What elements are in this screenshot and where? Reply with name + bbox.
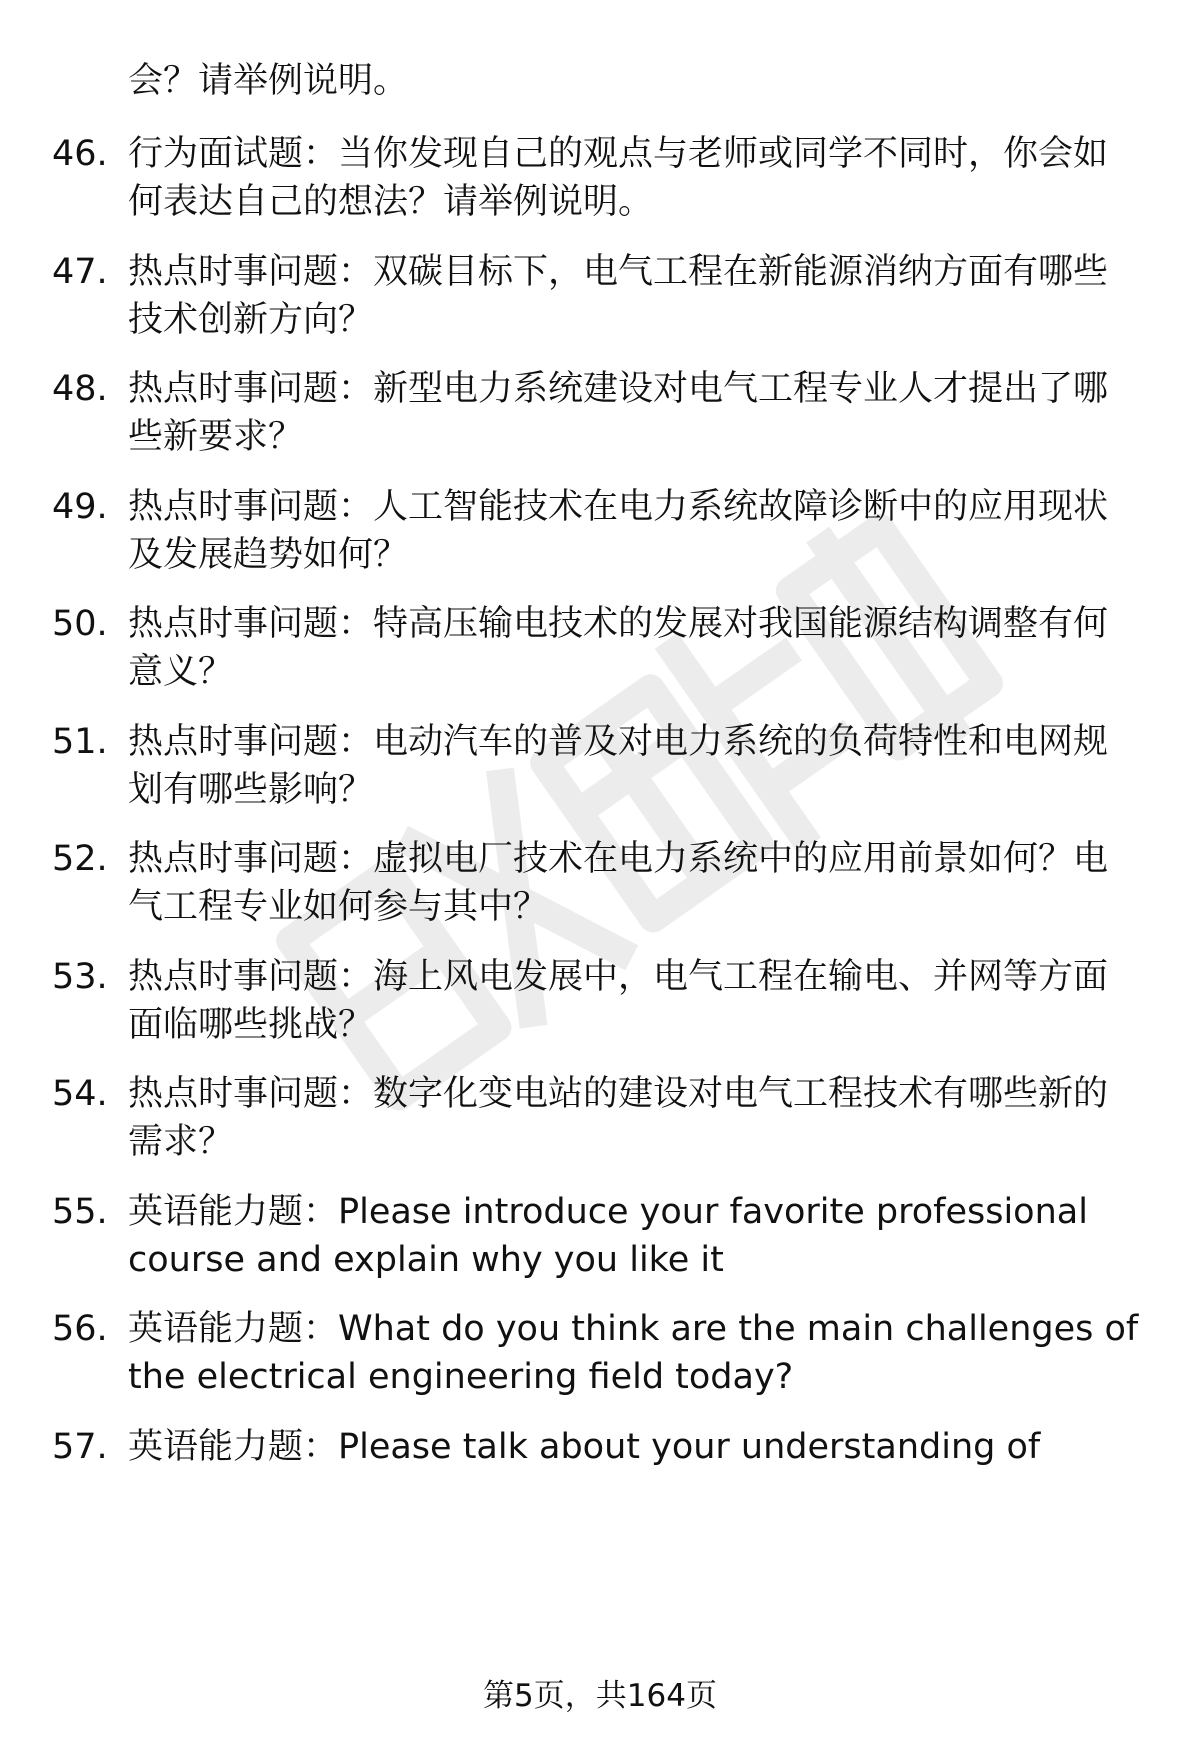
question-item (52, 1188, 1152, 1288)
question-text: 热点时事问题：新型电力系统建设对电气工程专业人才提出了哪 些新要求？ (128, 369, 1109, 457)
question-item (52, 718, 1152, 818)
question-number: 52. (52, 839, 108, 879)
question-item (52, 248, 1152, 348)
question-number: 46. (52, 134, 108, 174)
question-item (52, 600, 1152, 700)
question-item (52, 835, 1152, 935)
question-text: 英语能力题：Please talk about your understanding of (128, 1427, 1041, 1467)
question-number: 53. (52, 957, 108, 997)
question-number: 57. (52, 1427, 108, 1467)
question-number: 56. (52, 1309, 108, 1349)
question-number: 55. (52, 1192, 108, 1232)
question-text: 热点时事问题：双碳目标下，电气工程在新能源消纳方面有哪些 技术创新方向？ (128, 252, 1109, 340)
question-number: 51. (52, 722, 108, 762)
question-number: 48. (52, 369, 108, 409)
question-text: 行为面试题：当你发现自己的观点与老师或同学不同时，你会如 何表达自己的想法？请举例说明。 (128, 134, 1109, 222)
question-item (52, 1070, 1152, 1170)
question-number: 54. (52, 1074, 108, 1114)
page-footer: 第5页，共164页 (483, 1678, 717, 1714)
question-number: 47. (52, 252, 108, 292)
question-item (52, 483, 1152, 583)
question-text: 热点时事问题：海上风电发展中，电气工程在输电、并网等方面 面临哪些挑战？ (128, 957, 1109, 1045)
question-item (52, 1423, 1152, 1483)
question-text: 英语能力题：What do you think are the main challenges of the electrical engineering field today? (128, 1309, 1139, 1397)
question-item (52, 953, 1152, 1053)
question-text: 热点时事问题：数字化变电站的建设对电气工程技术有哪些新的 需求？ (128, 1074, 1109, 1162)
continued-line: 会？请举例说明。 (128, 61, 409, 101)
question-item (52, 130, 1152, 230)
question-item (52, 365, 1152, 465)
question-number: 50. (52, 604, 108, 644)
question-text: 热点时事问题：电动汽车的普及对电力系统的负荷特性和电网规 划有哪些影响？ (128, 722, 1109, 810)
question-text: 热点时事问题：特高压输电技术的发展对我国能源结构调整有何 意义？ (128, 604, 1109, 692)
question-text: 热点时事问题：虚拟电厂技术在电力系统中的应用前景如何？电 气工程专业如何参与其中？ (128, 839, 1109, 927)
question-text: 热点时事问题：人工智能技术在电力系统故障诊断中的应用现状 及发展趋势如何？ (128, 487, 1109, 575)
question-number: 49. (52, 487, 108, 527)
question-text: 英语能力题：Please introduce your favorite professional course and explain why you like it (128, 1192, 1088, 1280)
question-item (52, 1305, 1152, 1405)
